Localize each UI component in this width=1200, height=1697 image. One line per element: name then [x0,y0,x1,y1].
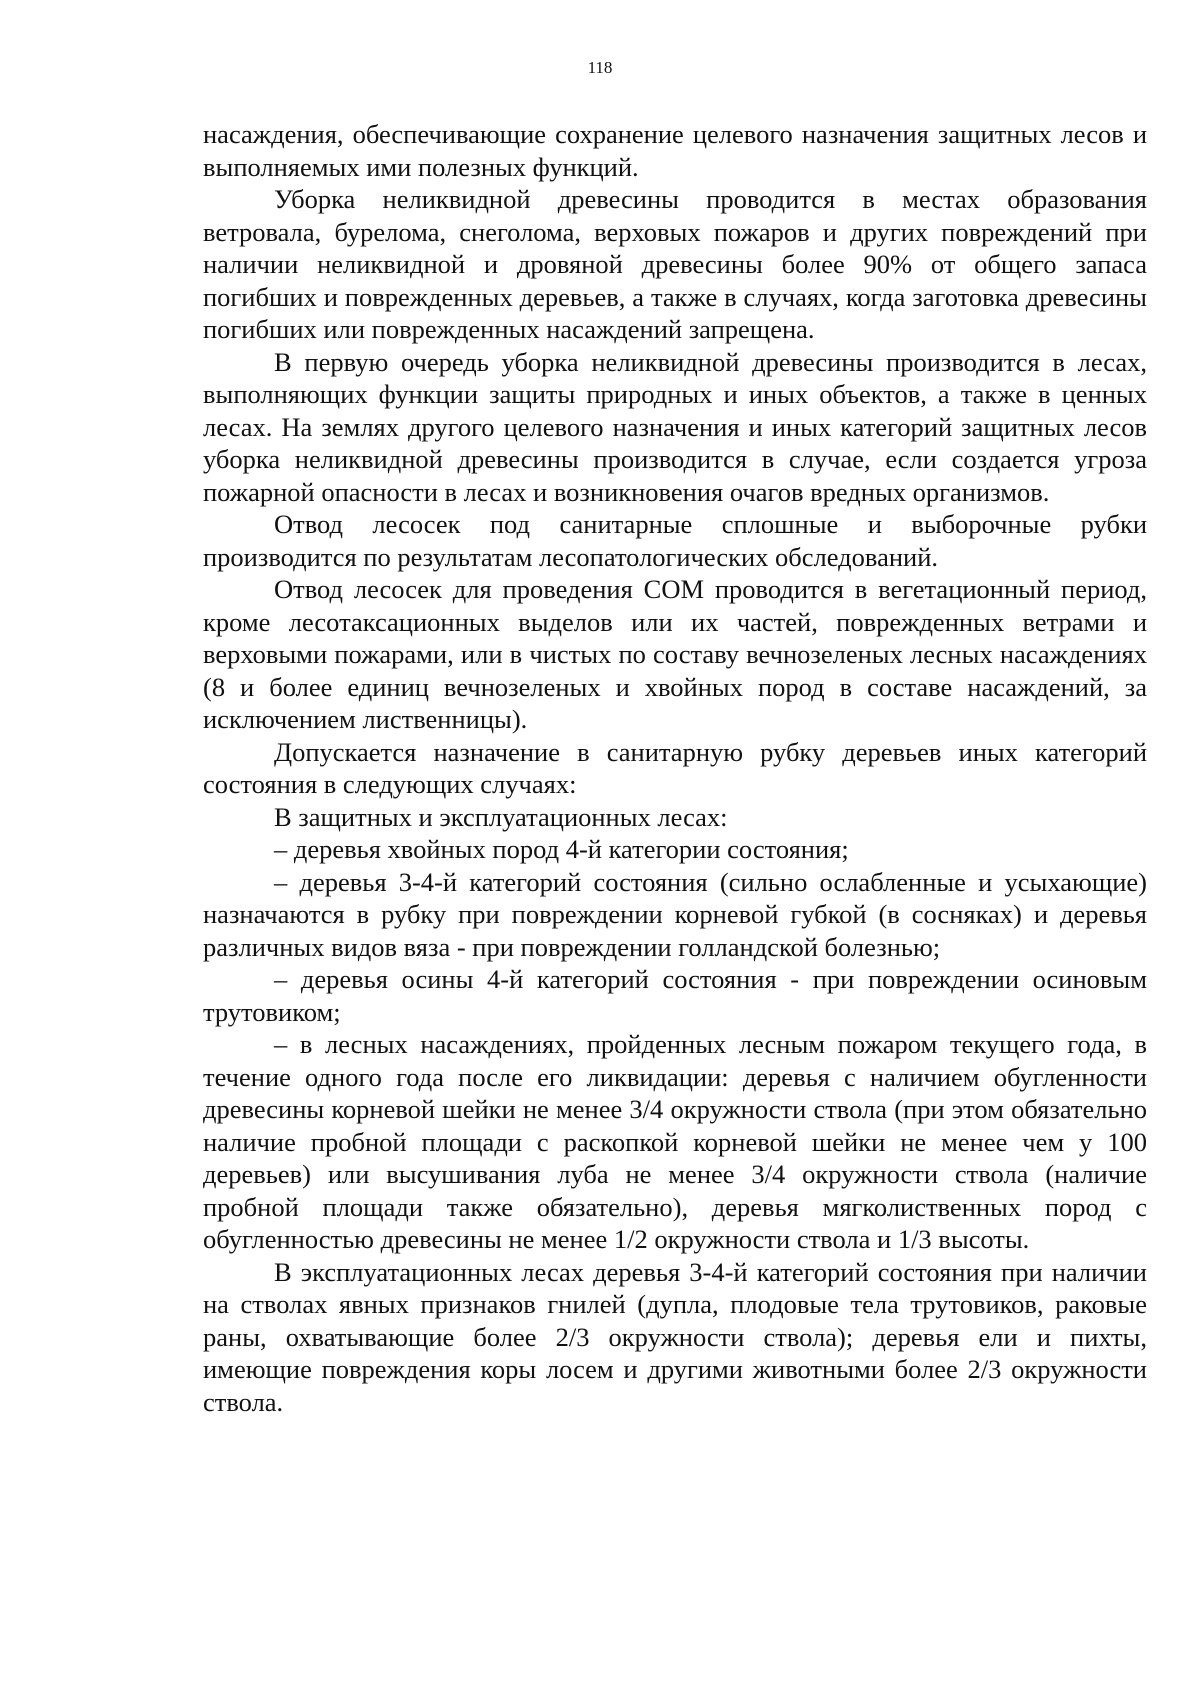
list-item-aspen: – деревья осины 4-й категорий состояния - при повреждении осиновым трутовиком; [203,964,1147,1027]
paragraph-protective-forests: В защитных и эксплуатационных лесах: [274,801,728,832]
page-number: 118 [587,58,613,77]
paragraph-priority-removal: В первую очередь уборка неликвидной древесины производится в лесах, выполняющих функции защиты природных и иных объектов, а также в ценных лесах. На землях другого целевого назначения и иных категорий защитных лесов уборка неликвидной древесины производится в случае, если создается угроза пожарной опасности в лесах и возникновения очагов вредных организмов. [203,346,1147,507]
list-item-fire-damage: – в лесных насаждениях, пройденных лесным пожаром текущего года, в течение одного года после его ликвидации: деревья с наличием обугленности древесины корневой шейки не менее 3/4 окружности ствола (при этом обязательно наличие пробной площади с раскопкой корневой шейки не менее чем у 100 деревьев) или высушивания луба не менее 3/4 окружности ствола (наличие пробной площади также обязательно), деревья мягколиственных пород с обугленностью древесины не менее 1/2 окружности ствола и 1/3 высоты. [203,1029,1147,1254]
paragraph-continuation: насаждения, обеспечивающие сохранение целевого назначения защитных лесов и выполняемых ими полезных функций. [203,119,1147,182]
document-body [203,118,1147,1418]
list-item-root-sponge: – деревья 3-4-й категорий состояния (сильно ослабленные и усыхающие) назначаются в рубку при повреждении корневой губкой (в сосняках) и деревья различных видов вяза - при повреждении голландской болезнью; [203,866,1147,962]
list-item-coniferous: – деревья хвойных пород 4-й категории состояния; [274,834,849,864]
paragraph-sanitary-felling-allotment: Отвод лесосек под санитарные сплошные и выборочные рубки производится по результатам лесопатологических обследований. [203,509,1147,572]
paragraph-exploitation-forests: В эксплуатационных лесах деревья 3-4-й категорий состояния при наличии на стволах явных признаков гнилей (дупла, плодовые тела трутовиков, раковые раны, охватывающие более 2/3 окружности ствола); деревья ели и пихты, имеющие повреждения коры лосем и другими животными более 2/3 окружности ствола. [203,1256,1147,1417]
paragraph-som-allotment: Отвод лесосек для проведения СОМ проводится в вегетационный период, кроме лесотаксационных выделов или их частей, поврежденных ветрами и верховыми пожарами, или в чистых по составу вечнозеленых лесных насаждениях (8 и более единиц вечнозеленых и хвойных пород в составе насаждений, за исключением лиственницы). [203,574,1147,734]
paragraph-other-categories: Допускается назначение в санитарную рубку деревьев иных категорий состояния в следующих случаях: [203,736,1147,799]
paragraph-illiquid-wood-removal: Уборка неликвидной древесины проводится в местах образования ветровала, бурелома, снеголома, верховых пожаров и других повреждений при наличии неликвидной и дровяной древесины более 90% от общего запаса погибших и поврежденных деревьев, а также в случаях, когда заготовка древесины погибших или поврежденных насаждений запрещена. [203,184,1147,344]
